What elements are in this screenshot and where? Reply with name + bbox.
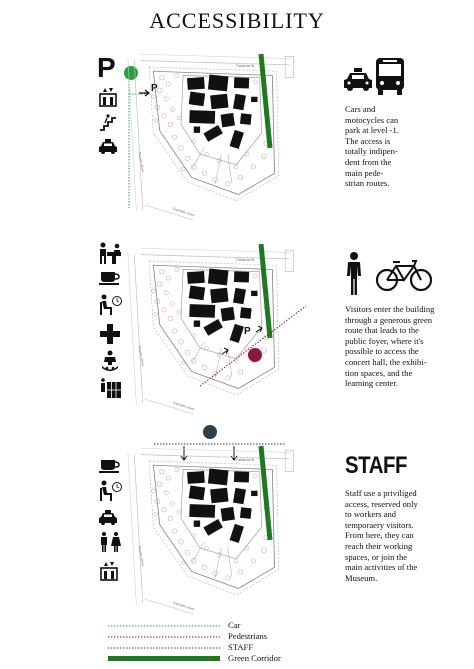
- cafe-icon: [99, 458, 121, 474]
- panel-visitors: [0, 232, 474, 422]
- bicycle-icon: [376, 260, 432, 292]
- stairs-icon: [99, 113, 117, 131]
- pedestrian-entry-marker: [247, 347, 263, 363]
- pedestrian-route: [190, 292, 310, 392]
- site-plan: [130, 444, 300, 614]
- legend: [108, 620, 348, 664]
- car-description: Cars and motocycles can park at level -1. The access is totally indipen- dent from the main pede- strian routes.: [345, 104, 399, 189]
- elevator-icon: [99, 560, 119, 582]
- baby-changing-icon: [99, 350, 121, 372]
- lockers-icon: [100, 378, 122, 398]
- staff-description: Staff use a priviliged access, reserved only to workers and temporaery visitors. From here, they can reach their working spaces, or join the main activities of the Museum.: [345, 488, 418, 583]
- taxi-icon: [98, 510, 118, 526]
- toilets-icon: [99, 532, 121, 552]
- legend-item-car: Car: [228, 620, 241, 630]
- bus-icon: [375, 58, 405, 96]
- car-icon: [343, 68, 373, 94]
- parking-icon: P: [97, 52, 116, 83]
- map-parking-label: P: [151, 83, 158, 94]
- green-corridor: [254, 54, 274, 154]
- legend-item-green-corridor: Green Corridor: [108, 653, 348, 664]
- legend-item-pedestrians: Pedestrians: [228, 631, 268, 641]
- first-aid-icon: [100, 324, 120, 344]
- elevator-icon: [98, 87, 118, 107]
- staff-entry-marker: [202, 424, 218, 440]
- legend-item-staff: STAFF: [228, 642, 254, 652]
- panel-staff: [0, 422, 474, 612]
- site-plan: [130, 50, 300, 220]
- staff-heading: STAFF: [345, 452, 408, 479]
- information-desk-icon: [98, 242, 122, 264]
- taxi-icon: [98, 139, 118, 155]
- cafe-icon: [99, 270, 121, 286]
- waiting-area-icon: [99, 480, 123, 502]
- visitors-description: Visitors enter the building through a generous green route that leads to the public foyer, where it's possible to access the concert hall, the exhibi- tion spaces, and the learning center.: [345, 304, 435, 389]
- pedestrian-icon: [345, 252, 363, 296]
- green-corridor: [254, 446, 274, 546]
- waiting-area-icon: [99, 294, 123, 316]
- panel-car: [0, 40, 474, 230]
- map-parking-label: P: [244, 326, 251, 337]
- page-title: ACCESSIBILITY: [149, 8, 325, 33]
